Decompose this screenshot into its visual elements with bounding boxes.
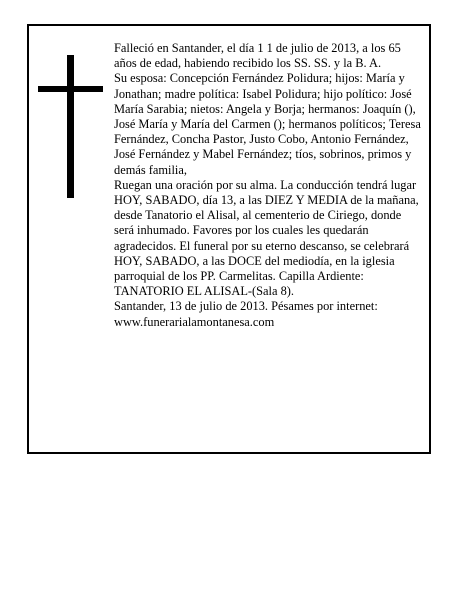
date-website-paragraph: Santander, 13 de julio de 2013. Pésames por internet: www.funerarialamontanesa.com <box>114 299 378 329</box>
death-announcement-paragraph: Falleció en Santander, el día 1 1 de julio de 2013, a los 65 años de edad, habiendo recibido los SS. SS. y la B. A. <box>114 41 401 71</box>
obituary-notice <box>27 24 431 454</box>
notice-text <box>114 41 424 330</box>
funeral-details-paragraph: Ruegan una oración por su alma. La conducción tendrá lugar HOY, SABADO, día 13, a las DIEZ Y MEDIA de la mañana, desde Tanatorio el Alisal, al cementerio de Ciriego, donde será inhumado. Favores por los cuales les quedarán agradecidos. El funeral por su eterno descanso, se celebrará HOY, SABADO, a las DOCE del mediodía, en la iglesia parroquial de los PP. Carmelitas. Capilla Ardiente: TANATORIO EL ALISAL-(Sala 8). <box>114 177 419 299</box>
family-paragraph: Su esposa: Concepción Fernández Polidura; hijos: María y Jonathan; madre política: Isabel Polidura; hijo político: José María Sarabia; nietos: Angela y Borja; hermanos: Joaquín (), José María y María del Carmen (); hermanos políticos; Teresa Fernández, Concha Pastor, Justo Cobo, Antonio Fernández, José Fernández y Mabel Fernández; tíos, sobrinos, primos y demás familia, <box>114 71 421 177</box>
cross-vertical-bar <box>67 55 74 198</box>
cross-horizontal-bar <box>38 86 103 92</box>
